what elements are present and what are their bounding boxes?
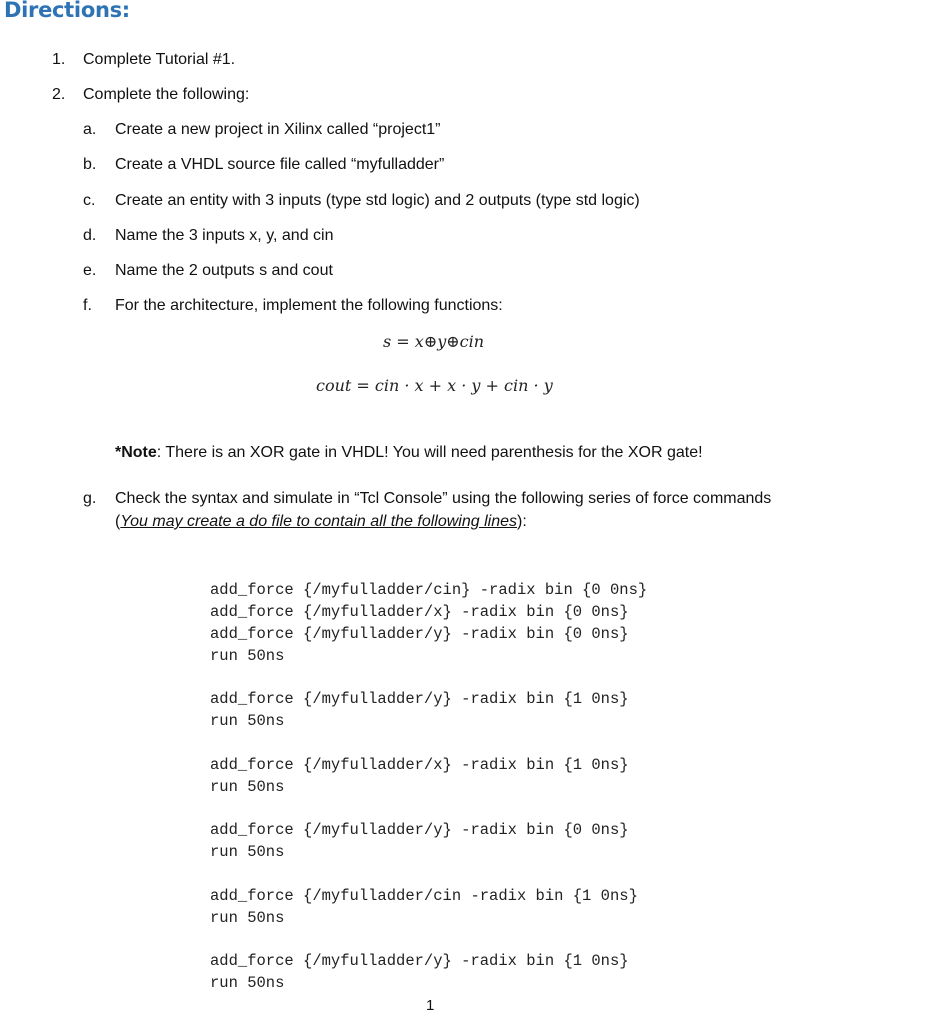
substep-letter: c. [83, 192, 96, 209]
page-heading: Directions: [4, 0, 130, 22]
note-label: *Note [115, 444, 157, 461]
substep-text: Check the syntax and simulate in “Tcl Console” using the following series of force commands [115, 490, 772, 507]
substep-text: Create a VHDL source file called “myfulladder” [115, 156, 445, 173]
code-line: run 50ns [210, 712, 285, 730]
hint-underlined: You may create a do file to contain all the following lines [120, 513, 518, 530]
substep-text: Name the 2 outputs s and cout [115, 262, 333, 279]
xor-note [115, 444, 703, 462]
substep-text: Create an entity with 3 inputs (type std logic) and 2 outputs (type std logic) [115, 192, 640, 209]
code-line: add_force {/myfulladder/y} -radix bin {0 0ns} [210, 625, 629, 643]
substep-text: Name the 3 inputs x, y, and cin [115, 227, 334, 244]
code-block-6 [210, 928, 629, 1016]
page-number: 1 [426, 997, 435, 1014]
substep-letter: f. [83, 297, 92, 314]
code-line: add_force {/myfulladder/y} -radix bin {1 0ns} [210, 690, 629, 708]
hint-close: ): [517, 513, 527, 530]
step-number: 2. [52, 86, 66, 103]
substep-text: For the architecture, implement the following functions: [115, 297, 503, 314]
code-line: add_force {/myfulladder/x} -radix bin {0 0ns} [210, 603, 629, 621]
code-line: add_force {/myfulladder/y} -radix bin {0 0ns} [210, 821, 629, 839]
code-line: run 50ns [210, 778, 285, 796]
code-line: run 50ns [210, 974, 285, 992]
do-file-hint [115, 513, 527, 531]
equation-cout: cout = cin · x + x · y + cin · y [316, 376, 553, 395]
equation-s: s = x⊕y⊕cin [383, 332, 485, 351]
substep-text: Create a new project in Xilinx called “project1” [115, 121, 441, 138]
code-line: add_force {/myfulladder/cin} -radix bin {0 0ns} [210, 581, 648, 599]
note-text: : There is an XOR gate in VHDL! You will need parenthesis for the XOR gate! [156, 444, 703, 461]
step-text: Complete the following: [83, 86, 250, 103]
step-text: Complete Tutorial #1. [83, 51, 236, 68]
substep-letter: e. [83, 262, 97, 279]
substep-letter: b. [83, 156, 97, 173]
substep-letter: a. [83, 121, 97, 138]
step-number: 1. [52, 51, 66, 68]
substep-letter: g. [83, 490, 97, 507]
code-line: run 50ns [210, 909, 285, 927]
code-line: run 50ns [210, 843, 285, 861]
code-line: run 50ns [210, 647, 285, 665]
substep-letter: d. [83, 227, 97, 244]
code-line: add_force {/myfulladder/x} -radix bin {1 0ns} [210, 756, 629, 774]
hint-open: ( [115, 513, 121, 530]
code-line: add_force {/myfulladder/cin -radix bin {1 0ns} [210, 887, 638, 905]
code-line: add_force {/myfulladder/y} -radix bin {1 0ns} [210, 952, 629, 970]
